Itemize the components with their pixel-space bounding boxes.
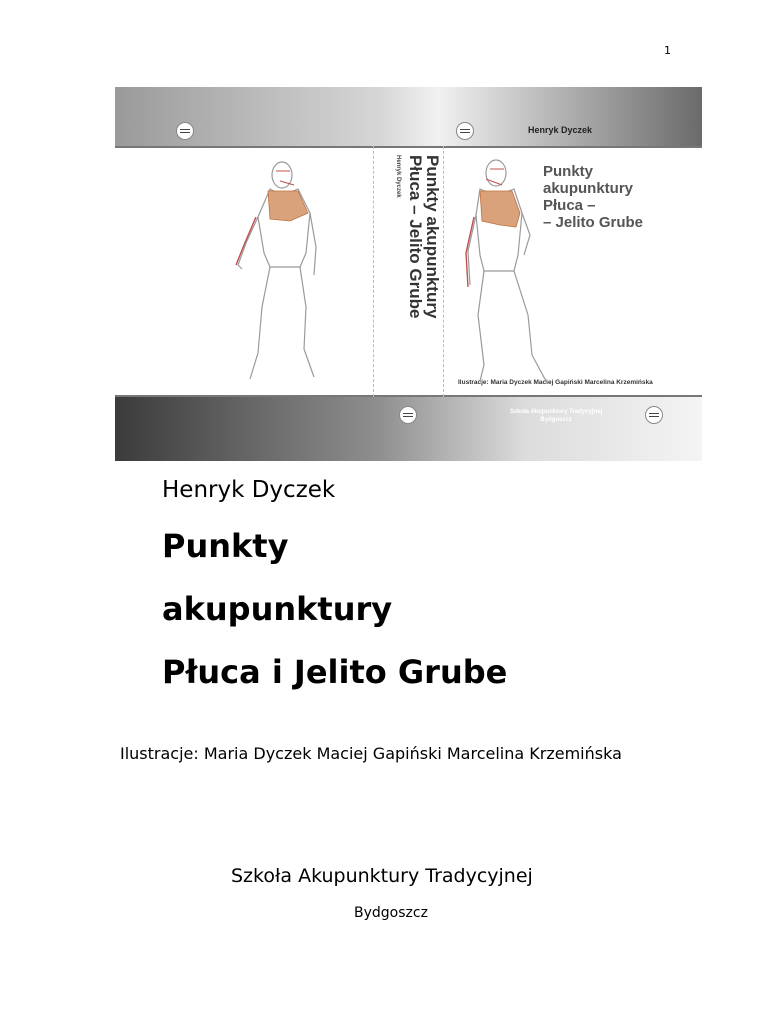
spine-author: Henryk Dyczek (395, 155, 401, 198)
illustrators: Ilustracje: Maria Dyczek Maciej Gapiński Marcelina Krzemińska (120, 744, 622, 763)
seal-icon (176, 122, 194, 140)
cover-school: Szkoła Akupunktury Tradycyjnej Bydgoszcz (510, 409, 603, 423)
cover-illustrators: Ilustracje: Maria Dyczek Maciej Gapiński Marcelina Krzemińska (458, 379, 653, 386)
page-number: 1 (664, 44, 671, 57)
title-line: Punkty (162, 527, 289, 565)
book-cover-image (115, 87, 702, 461)
school-name: Szkoła Akupunktury Tradycyjnej (231, 865, 533, 887)
seal-icon (399, 406, 417, 424)
author-name: Henryk Dyczek (162, 477, 336, 503)
city: Bydgoszcz (354, 905, 428, 921)
seal-icon (645, 406, 663, 424)
cover-author: Henryk Dyczek (528, 125, 593, 135)
title-line: Płuca i Jelito Grube (162, 653, 508, 691)
anatomical-figure-back (210, 157, 340, 387)
cover-top-band (115, 87, 702, 146)
title-line: akupunktury (162, 590, 393, 628)
spine-title: Punkty akupunktury Płuca – Jelito Grube (406, 155, 442, 319)
seal-icon (456, 122, 474, 140)
cover-title: Punkty akupunktury Płuca – – Jelito Grube (543, 163, 644, 231)
